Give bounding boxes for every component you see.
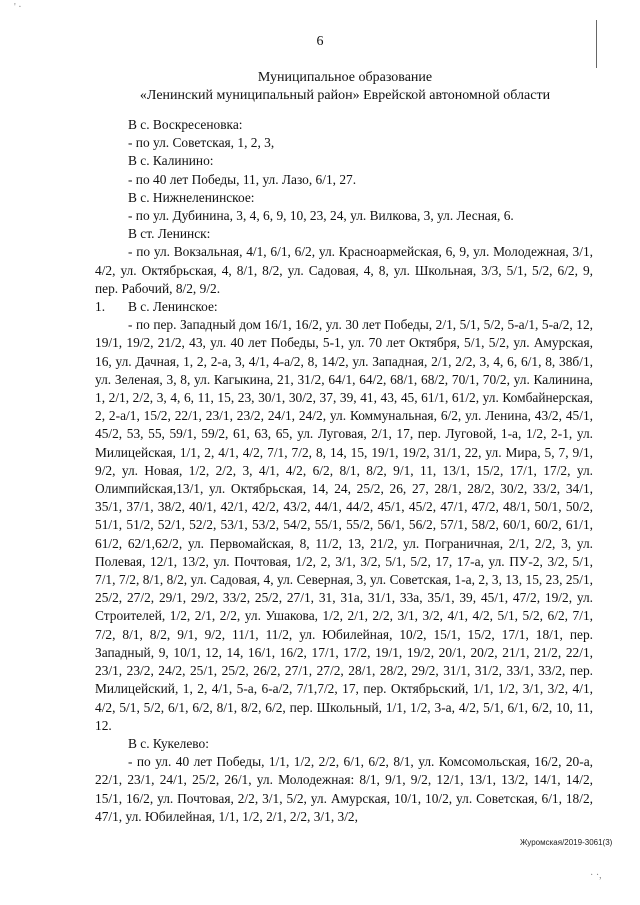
street-list: - по ул. Советская, 1, 2, 3, <box>128 135 275 151</box>
locality-heading: В ст. Ленинск: <box>128 226 211 242</box>
street-list: - по ул. Вокзальная, 4/1, 6/1, 6/2, ул. Красноармейская, 6, 9, ул. Молодежная, 3/1, 4/2, ул. Октябрьская, 4, 8/1, 8/2, ул. Садовая, 4, 8, ул. Школьная, 3/3, 5/1, 5/2, 6/2, 9, пер. Рабочий, 8/2, 9/2. <box>95 244 593 296</box>
street-list: - по ул. Дубинина, 3, 4, 6, 9, 10, 23, 24, ул. Вилкова, 3, ул. Лесная, 6. <box>128 208 514 224</box>
street-list: - по 40 лет Победы, 11, ул. Лазо, 6/1, 27. <box>128 171 357 187</box>
locality-heading: В с. Ленинское: <box>128 299 218 315</box>
numbered-locality-heading <box>95 298 593 316</box>
list-number: 1. <box>95 299 106 315</box>
heading-line-1: Муниципальное образование <box>257 70 433 85</box>
scan-artifact: ' · <box>14 2 22 13</box>
street-list: - по ул. 40 лет Победы, 1/1, 1/2, 2/2, 6/1, 6/2, 8/1, ул. Комсомольская, 16/2, 20-а, 22/1, 23/1, 24/1, 25/2, 26/1, ул. Молодежная: 8/1, 9/1, 9/2, 12/1, 13/1, 13/2, 14/1, 14/2, 15/1, 16/2, ул. Почтовая, 2/2, 3/1, 5/2, ул. Амурская, 10/1, 10/2, ул. Советская, 6/1, 18/2, 47/1, ул. Юбилейная, 1/1, 1/2, 2/1, 2/2, 3/1, 3/2, <box>95 754 593 824</box>
street-list: - по пер. Западный дом 16/1, 16/2, ул. 30 лет Победы, 2/1, 5/1, 5/2, 5-а/1, 5-а/2, 12, 19/1, 19/2, 21/2, 43, ул. 40 лет Победы, 5-1, ул. 70 лет Октября, 5/1, 5/2, ул. Амурская, 16, ул. Дачная, 1, 2, 2-а, 3, 4/1, 4-а/2, 8, 14/2, ул. Западная, 2/1, 2/2, 3, 4, 6, 6/1, 8, 38б/1, ул. Зеленая, 3, 8, ул. Кагыкина, 21, 31/2, 64/1, 64/2, 68/1, 68/2, 70/1, 70/2, ул. Калинина, 1, 2/1, 2/2, 3, 4, 6, 11, 15, 23, 30/1, 30/2, 37, 39, 41, 43, 45, 61/1, 61/2, ул. Комбайнерская, 2, 2-а/1, 15/2, 22/1, 23/1, 23/2, 24/1, 24/2, ул. Коммунальная, 6/2, ул. Ленина, 43/2, 45/1, 45/2, 53, 55, 59/1, 59/2, 61, 63, 65, ул. Луговая, 2/1, 17, пер. Луговой, 1-а, 1/2, 2-1, ул. Милицейская, 1/1, 2, 4/1, 4/2, 7/1, 7/2, 8, 14, 15, 19/1, 19/2, 31/1, 22, ул. Мира, 5, 7, 9/1, 9/2, ул. Новая, 1/2, 2/2, 3, 4/1, 4/2, 6/2, 8/1, 8/2, 9/1, 11, 13/1, 15/2, 17/1, 17/2, ул. Олимпийская,13/1, ул. Октябрьская, 14, 24, 25/2, 26, 27, 28/1, 28/2, 30/2, 33/2, 34/1, 35/1, 37/1, 38/2, 40/1, 42/1, 42/2, 43/2, 44/1, 44/2, 45/1, 45/2, 47/1, 47/2, 48/1, 50/1, 50/2, 51/1, 51/2, 52/1, 52/2, 53/1, 53/2, 54/2, 55/1, 55/2, 56/1, 56/2, 57/1, 58/2, 60/1, 60/2, 61/1, 61/2, 62/1,62/2, ул. Первомайская, 8, 11/2, 13, 21/2, ул. Пограничная, 2/1, 2/2, 3, ул. Полевая, 12/1, 13/2, ул. Почтовая, 1/2, 2, 3/1, 3/2, 5/1, 5/2, 17, 17-а, ул. ПУ-2, 3/2, 5/1, 7/1, 7/2, 8/1, 8/2, ул. Садовая, 4, ул. Северная, 3, ул. Советская, 1-а, 2, 3, 13, 15, 23, 25/1, 25/2, 27/2, 29/1, 29/2, 33/2, 25/2, 27/1, 31, 31а, 31/1, 33а, 35/1, 39, 45/1, 47/2, 19/2, ул. Строителей, 1/2, 2/1, 2/2, ул. Ушакова, 1/2, 2/1, 2/2, 3/1, 3/2, 4/1, 4/2, 5/1, 5/2, 6/2, 7/1, 7/2, 8/1, 8/2, 9/1, 9/2, 11/1, 11/2, ул. Юбилейная, 10/2, 15/1, 15/2, 17/1, 18/1, пер. Западный, 9, 10/1, 12, 14, 16/1, 16/2, 17/1, 17/2, 19/1, 19/2, 20/1, 20/2, 21/1, 21/2, 22/1, 23/1, 23/2, 24/2, 25/1, 25/2, 26/2, 27/1, 27/2, 28/1, 28/2, 29/2, 31/1, 31/2, 33/1, 33/2, пер. Милицейский, 1, 2, 4/1, 5-а, 6-а/2, 7/1,7/2, 17, пер. Октябрьский, 1/1, 1/2, 3/1, 3/2, 4/1, 4/2, 5/1, 5/2, 6/1, 6/2, 8/1, 8/2, 6/2, пер. Школьный, 1/1, 1/2, 3-а, 4/2, 5/1, 6/1, 6/2, 10, 11, 12. <box>95 317 593 733</box>
page-number: 6 <box>316 34 324 49</box>
heading-line-2: «Ленинский муниципальный район» Еврейской автономной области <box>139 88 551 103</box>
locality-heading: В с. Кукелево: <box>128 735 209 751</box>
locality-heading: В с. Воскресеновка: <box>128 117 243 132</box>
locality-heading: В с. Калинино: <box>128 153 214 169</box>
document-code: Журомская/2019-3061(3) <box>520 838 613 847</box>
locality-heading: В с. Нижнеленинское: <box>128 189 255 205</box>
scan-artifact: · ·, <box>590 870 602 881</box>
document-body <box>95 116 593 826</box>
